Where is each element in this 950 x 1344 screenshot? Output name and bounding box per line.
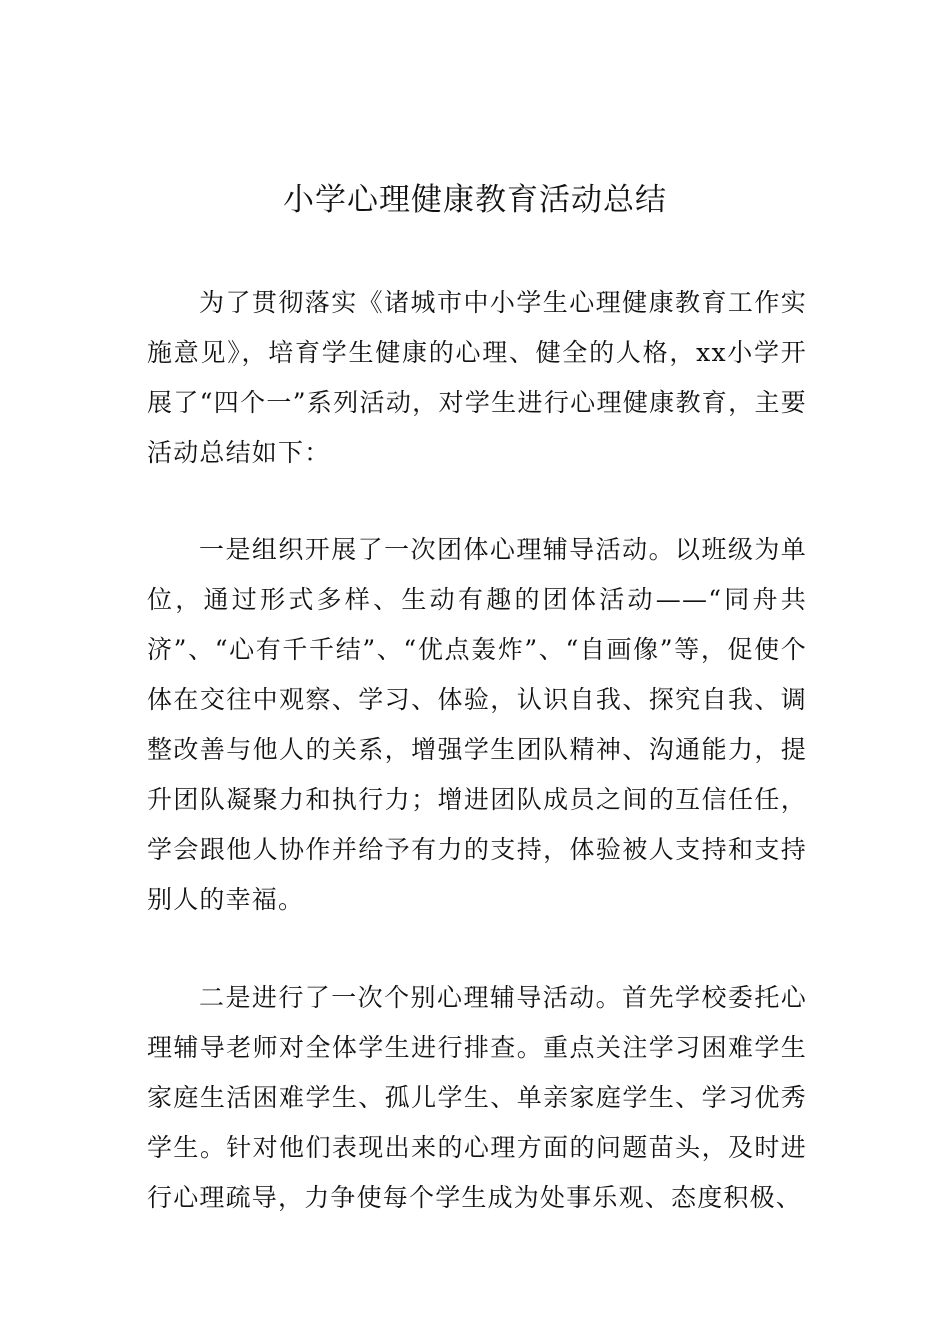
paragraph-individual-counseling: 二是进行了一次个别心理辅导活动。首先学校委托心理辅导老师对全体学生进行排查。重点关注学习困难学生家庭生活困难学生、孤儿学生、单亲家庭学生、学习优秀学生。针对他们表现出来的心理方面的问题苗头，及时进行心理疏导，力争使每个学生成为处事乐观、态度积极、 [147,983,807,1212]
paragraph-group-counseling: 一是组织开展了一次团体心理辅导活动。以班级为单位，通过形式多样、生动有趣的团体活动——“同舟共济”、“心有千千结”、“优点轰炸”、“自画像”等，促使个体在交往中观察、学习、体验，认识自我、探究自我、调整改善与他人的关系，增强学生团队精神、沟通能力，提升团队凝聚力和执行力；增进团队成员之间的互信任任，学会跟他人协作并给予有力的支持，体验被人支持和支持别人的幸福。 [147,535,807,914]
document-title: 小学心理健康教育活动总结 [283,182,667,218]
paragraph-intro: 为了贯彻落实《诸城市中小学生心理健康教育工作实施意见》，培育学生健康的心理、健全的人格，xx小学开展了“四个一”系列活动，对学生进行心理健康教育，主要活动总结如下： [147,288,807,467]
